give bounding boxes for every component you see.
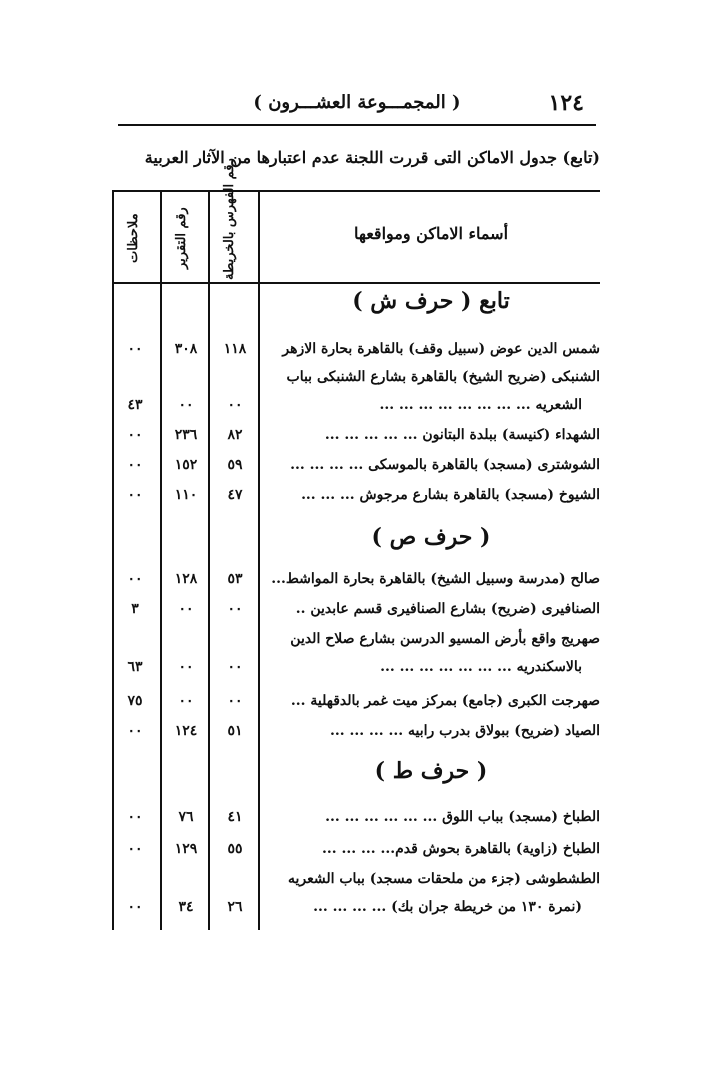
report-number: ٣٤ (178, 899, 194, 915)
catalog-number: ٥١ (227, 723, 243, 739)
catalog-number: ٥٩ (227, 457, 243, 473)
table-row (112, 720, 600, 739)
remarks-value: ٠٠ (127, 457, 143, 473)
catalog-number: ٥٣ (227, 571, 243, 587)
remarks-value: ٦٣ (127, 659, 143, 675)
table-row (112, 484, 600, 503)
table-row (112, 338, 600, 357)
remarks-value: ٣ (131, 601, 139, 617)
report-number: ١٢٨ (174, 571, 198, 587)
catalog-number: ٥٥ (227, 841, 243, 857)
table-row (112, 598, 600, 617)
remarks-value: ٠٠ (127, 487, 143, 503)
catalog-number: ٠٠ (227, 693, 243, 709)
place-name: الشهداء (كنيسة) ببلدة البتانون ... ... ... ... ... (324, 427, 600, 443)
table-row (112, 366, 600, 413)
catalog-number: ٨٢ (227, 427, 243, 443)
report-number: ٢٣٦ (174, 427, 198, 443)
place-name: الطشطوشى (جزء من ملحقات مسجد) بباب الشعريه (287, 871, 600, 887)
place-name: شمس الدين عوض (سبيل وقف) بالقاهرة بحارة الازهر (282, 341, 600, 357)
place-name-continued: الشعريه ... ... ... ... ... ... ... ... (379, 397, 582, 413)
catalog-number: ٠٠ (227, 601, 243, 617)
column-header-remarks: ملاحظات (126, 213, 141, 263)
table-row (112, 628, 600, 675)
report-number: ١٢٤ (174, 723, 198, 739)
place-name: الصياد (ضريح) ببولاق بدرب رابيه ... ... ... ... (330, 723, 600, 739)
place-name: الشوشترى (مسجد) بالقاهرة بالموسكى ... ... ... ... (290, 457, 600, 473)
table-row (112, 868, 600, 915)
report-number: ٠٠ (178, 601, 194, 617)
catalog-number: ٤٧ (227, 487, 243, 503)
table-row (112, 454, 600, 473)
table-row (112, 424, 600, 443)
report-number: ١١٠ (174, 487, 198, 503)
remarks-value: ٠٠ (127, 341, 143, 357)
remarks-value: ٠٠ (127, 723, 143, 739)
column-header-reference: رقم التقرير (174, 207, 189, 269)
remarks-value: ٠٠ (127, 899, 143, 915)
section-title: ( حرف ص ) (371, 524, 491, 550)
remarks-value: ٠٠ (127, 571, 143, 587)
place-name: الطباخ (زاوية) بالقاهرة بحوش قدم... ... ... ... (321, 841, 600, 857)
header-rule (112, 282, 600, 284)
running-title: ( المجمـــوعة العشـــرون ) (253, 92, 461, 113)
section-title: تابع ( حرف ش ) (352, 288, 510, 314)
remarks-value: ٧٥ (127, 693, 143, 709)
catalog-number: ٠٠ (227, 659, 243, 675)
place-name: صالح (مدرسة وسبيل الشيخ) بالقاهرة بحارة المواشط... (271, 571, 600, 587)
place-name: صهرجت الكبرى (جامع) بمركز ميت غمر بالدقهلية ... (290, 693, 600, 709)
remarks-value: ٠٠ (127, 809, 143, 825)
remarks-value: ٤٣ (127, 397, 143, 413)
report-number: ١٥٢ (174, 457, 198, 473)
report-number: ٠٠ (178, 659, 194, 675)
catalog-number: ١١٨ (223, 341, 247, 357)
report-number: ٠٠ (178, 397, 194, 413)
running-header (118, 88, 596, 126)
place-name-continued: (نمرة ١٣٠ من خريطة جران بك) ... ... ... ... (313, 899, 582, 915)
catalog-number: ٠٠ (227, 397, 243, 413)
remarks-value: ٠٠ (127, 427, 143, 443)
report-number: ١٢٩ (174, 841, 198, 857)
page-number: ١٢٤ (548, 90, 584, 116)
place-name-continued: بالاسكندريه ... ... ... ... ... ... ... (380, 659, 582, 675)
remarks-value: ٠٠ (127, 841, 143, 857)
table-row (112, 568, 600, 587)
report-number: ٣٠٨ (174, 341, 198, 357)
place-name: صهريج واقع بأرض المسيو الدرسن بشارع صلاح الدين (290, 631, 600, 647)
column-header-name: أسماء الاماكن ومواقعها (353, 224, 509, 243)
place-name: الشنبكى (ضريح الشيخ) بالقاهرة بشارع الشنبكى بباب (286, 369, 600, 385)
catalog-number: ٢٦ (227, 899, 243, 915)
table-row (112, 690, 600, 709)
report-number: ٧٦ (178, 809, 194, 825)
report-number: ٠٠ (178, 693, 194, 709)
table-row (112, 838, 600, 857)
table-row (112, 806, 600, 825)
place-name: الصنافيرى (ضريح) بشارع الصنافيرى قسم عابدين .. (295, 601, 600, 617)
column-header-catalog: رقم الفهرس بالخريطة (222, 158, 237, 280)
place-name: الطباخ (مسجد) بباب اللوق ... ... ... ... ... ... (325, 809, 600, 825)
catalog-number: ٤١ (227, 809, 243, 825)
section-title: ( حرف ط ) (374, 758, 488, 784)
table-caption: (تابع) جدول الاماكن التى قررت اللجنة عدم اعتبارها من الآثار العربية (144, 148, 600, 167)
place-name: الشيوخ (مسجد) بالقاهرة بشارع مرجوش ... ... ... (301, 487, 600, 503)
